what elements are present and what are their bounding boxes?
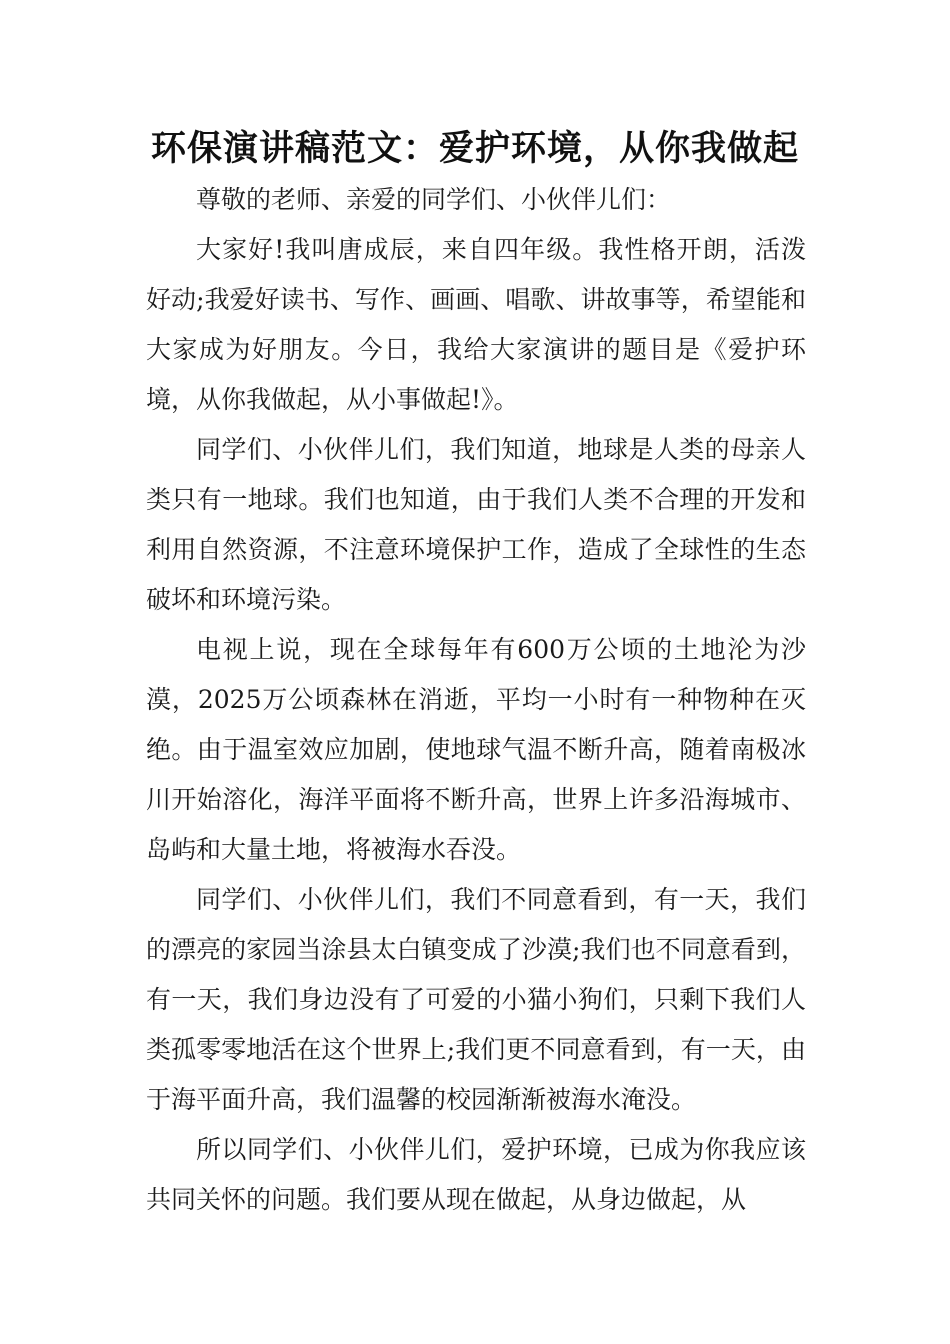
paragraph-introduction: 大家好!我叫唐成辰，来自四年级。我性格开朗，活泼好动;我爱好读书、写作、画画、唱歌、讲故事等，希望能和大家成为好朋友。今日，我给大家演讲的题目是《爱护环境，从你我做起，从小事做起!》。 xyxy=(146,235,806,414)
paragraph-concerns: 同学们、小伙伴儿们，我们不同意看到，有一天，我们的漂亮的家园当涂县太白镇变成了沙漠;我们也不同意看到，有一天，我们身边没有了可爱的小猫小狗们，只剩下我们人类孤零零地活在这个世界上;我们更不同意看到，有一天，由于海平面升高，我们温馨的校园渐渐被海水淹没。 xyxy=(146,885,806,1114)
paragraph-statistics: 电视上说，现在全球每年有600万公顷的土地沦为沙漠，2025万公顷森林在消逝，平均一小时有一种物种在灭绝。由于温室效应加剧，使地球气温不断升高，随着南极冰川开始溶化，海洋平面将不断升高，世界上许多沿海城市、岛屿和大量土地，将被海水吞没。 xyxy=(146,635,806,864)
document-body xyxy=(146,175,806,1225)
document-title: 环保演讲稿范文：爱护环境，从你我做起 xyxy=(150,129,799,169)
paragraph-call-to-action: 所以同学们、小伙伴儿们，爱护环境，已成为你我应该共同关怀的问题。我们要从现在做起，从身边做起，从 xyxy=(146,1135,806,1214)
paragraph-greeting: 尊敬的老师、亲爱的同学们、小伙伴儿们： xyxy=(196,185,672,214)
paragraph-earth: 同学们、小伙伴儿们，我们知道，地球是人类的母亲人类只有一地球。我们也知道，由于我们人类不合理的开发和利用自然资源，不注意环境保护工作，造成了全球性的生态破坏和环境污染。 xyxy=(146,435,806,614)
